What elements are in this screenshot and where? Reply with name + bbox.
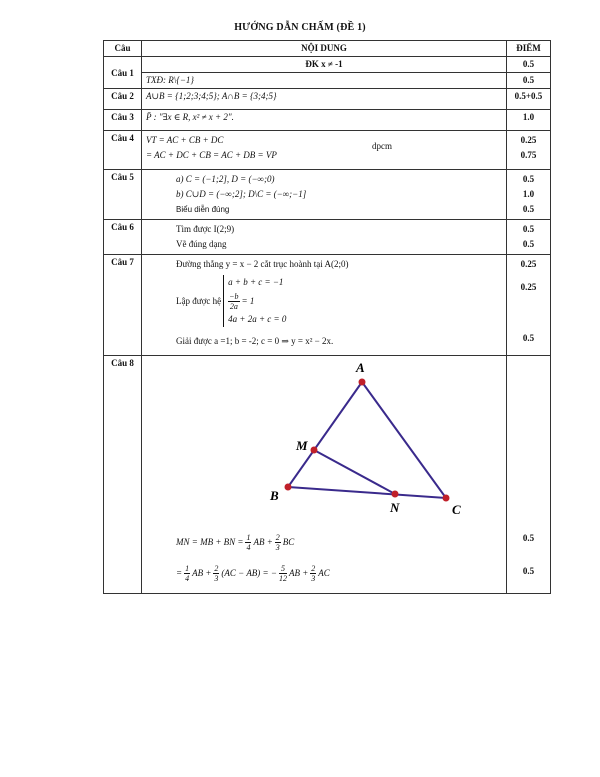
q7-line3: Giải được a =1; b = -2; c = 0 ⇒ y = x² − 2x. <box>176 336 334 346</box>
header-cau: Câu <box>104 41 142 57</box>
q8-frac1-den: 4 <box>246 542 251 552</box>
q4-line1: VT = AC + CB + DC <box>146 135 224 145</box>
q7-system <box>223 275 286 327</box>
page-title: HƯỚNG DẪN CHẤM (ĐỀ 1) <box>234 22 366 33</box>
q4-score1: 0.25 <box>520 135 537 145</box>
table-row <box>104 89 551 110</box>
q1-label: Câu 1 <box>104 57 142 89</box>
q8-line2-mid: (AC − AB) = − <box>221 568 277 578</box>
q7-label: Câu 7 <box>104 255 142 356</box>
q8-line1-v1: AB + <box>253 537 273 547</box>
q7-line1: Đường thẳng y = x − 2 cắt trục hoành tại A(2;0) <box>176 259 349 269</box>
q1-line2: TXĐ: R\{−1} <box>146 75 195 85</box>
q5-label: Câu 5 <box>104 170 142 220</box>
q8-frac2-num: 2 <box>275 532 280 542</box>
q8-frac6 <box>310 564 316 583</box>
table-row <box>104 255 551 356</box>
label-n: N <box>390 500 400 515</box>
q7-eq1: a + b + c = −1 <box>228 277 284 287</box>
table-row <box>104 57 551 73</box>
grading-table <box>103 40 551 594</box>
label-b: B <box>270 488 279 503</box>
q8-frac4-den: 3 <box>214 573 219 583</box>
point-a <box>359 379 366 386</box>
q1-score2: 0.5 <box>507 73 551 89</box>
point-b <box>285 484 292 491</box>
q8-frac3-den: 4 <box>185 573 190 583</box>
q8-frac4 <box>213 564 219 583</box>
q1-score1: 0.5 <box>507 57 551 73</box>
q7-eq2-num: −b <box>229 291 239 301</box>
point-c <box>443 495 450 502</box>
q8-label: Câu 8 <box>104 356 142 594</box>
label-m: M <box>296 438 308 453</box>
header-row <box>104 41 551 57</box>
triangle-diagram <box>216 362 516 522</box>
q2-label: Câu 2 <box>104 89 142 110</box>
q6-score2: 0.5 <box>522 239 535 249</box>
table-row <box>104 110 551 131</box>
q7-score2: 0.25 <box>520 282 537 292</box>
header-noidung: NỘI DUNG <box>142 41 507 57</box>
q8-frac3-num: 1 <box>185 563 190 573</box>
q5-score2: 1.0 <box>522 189 535 199</box>
q8-frac6-den: 3 <box>311 573 316 583</box>
q8-frac2 <box>275 533 281 552</box>
q3-score: 1.0 <box>507 110 551 131</box>
q2-content: A∪B = {1;2;3;4;5}; A∩B = {3;4;5} <box>146 91 277 101</box>
q8-line2-eq: = <box>176 568 183 578</box>
q8-line1-v2: BC <box>282 537 295 547</box>
q5-score3: 0.5 <box>522 204 535 214</box>
label-c: C <box>452 502 461 517</box>
header-diem: ĐIỂM <box>507 41 551 57</box>
point-n <box>392 491 399 498</box>
q4-score2: 0.75 <box>520 150 537 160</box>
table-row <box>104 356 551 594</box>
q7-score1: 0.25 <box>520 259 537 269</box>
q8-frac3 <box>184 564 190 583</box>
q6-score1: 0.5 <box>522 224 535 234</box>
q8-frac6-num: 2 <box>311 563 316 573</box>
q8-line2-v1: AB + <box>192 568 212 578</box>
q7-lap: Lập được hệ <box>176 296 222 306</box>
table-row <box>104 131 551 170</box>
q7-score3: 0.5 <box>522 333 535 343</box>
q8-line1-lhs: MN = MB + BN = <box>176 537 244 547</box>
q6-line1: Tìm được I(2;9) <box>176 224 235 234</box>
q8-frac4-num: 2 <box>214 563 219 573</box>
segment-mn <box>314 450 395 494</box>
q8-frac1-num: 1 <box>246 532 251 542</box>
q8-line2-v3: AB + <box>288 568 309 578</box>
table-row <box>104 73 551 89</box>
q3-label: Câu 3 <box>104 110 142 131</box>
triangle-abc <box>288 382 446 498</box>
q7-eq2-den: 2a <box>229 301 238 311</box>
q8-score1: 0.5 <box>522 533 535 543</box>
q7-eq3: 4a + 2a + c = 0 <box>228 314 287 324</box>
q5-score1: 0.5 <box>522 174 535 184</box>
q7-eq2-frac <box>228 292 239 311</box>
q5-line1: a) C = (−1;2], D = (−∞;0) <box>176 174 275 184</box>
q8-line2-v4: AC <box>318 568 330 578</box>
q8-frac5 <box>279 564 287 583</box>
q7-eq2-rhs: = 1 <box>241 296 255 306</box>
table-row <box>104 170 551 220</box>
q8-frac2-den: 3 <box>275 542 280 552</box>
q3-content: P̄ : "∃x ∈ R, x² ≠ x + 2". <box>146 112 234 122</box>
q8-score2: 0.5 <box>522 566 535 576</box>
q4-line2: = AC + DC + CB = AC + DB = VP <box>146 150 277 160</box>
q8-frac5-den: 12 <box>278 573 287 583</box>
q1-line1: ĐK x ≠ -1 <box>305 59 343 69</box>
label-a: A <box>356 362 365 375</box>
q5-line3: Biểu diễn đúng <box>176 205 230 214</box>
q5-line2: b) C∪D = (−∞;2]; D\C = (−∞;−1] <box>176 189 307 199</box>
q4-label: Câu 4 <box>104 131 142 170</box>
q8-frac1 <box>245 533 251 552</box>
q8-frac5-num: 5 <box>280 563 285 573</box>
q6-label: Câu 6 <box>104 220 142 255</box>
point-m <box>311 447 318 454</box>
q2-score: 0.5+0.5 <box>507 89 551 110</box>
q6-line2: Vẽ đúng dạng <box>176 239 227 249</box>
table-row <box>104 220 551 255</box>
q4-dpcm: dpcm <box>372 141 392 151</box>
